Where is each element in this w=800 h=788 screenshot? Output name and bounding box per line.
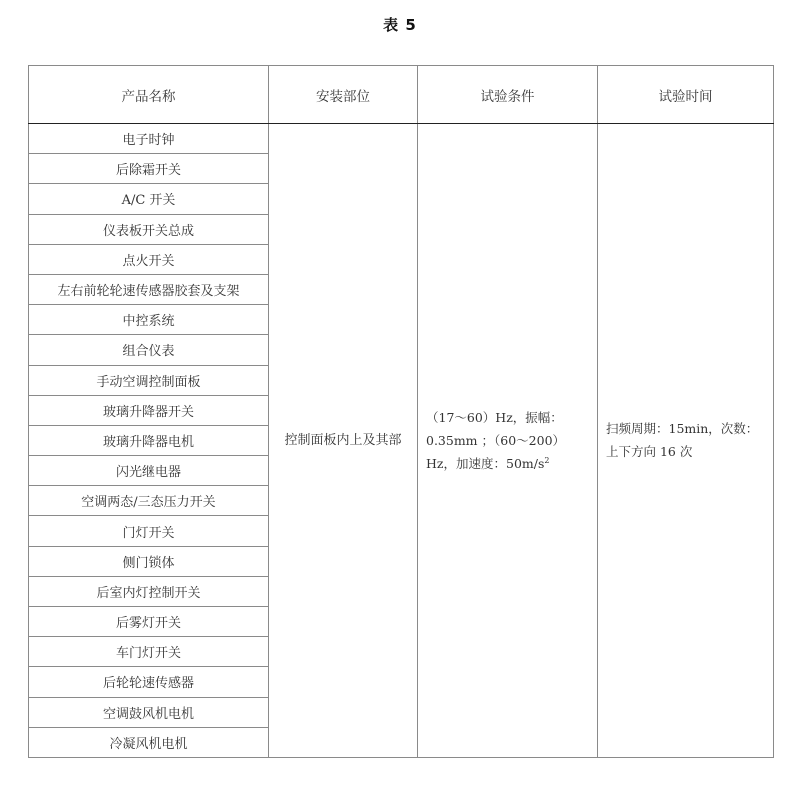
product-name-cell: 中控系统	[29, 305, 269, 335]
product-name-cell: 冷凝风机电机	[29, 727, 269, 757]
vibration-test-table	[28, 65, 774, 758]
test-conditions-line-1: （17～60）Hz，振幅：	[426, 409, 563, 425]
product-name-cell: 后雾灯开关	[29, 607, 269, 637]
header-test-duration: 试验时间	[598, 66, 774, 124]
product-name-cell: 点火开关	[29, 244, 269, 274]
test-duration-cell	[598, 124, 774, 758]
product-name-cell: 后轮轮速传感器	[29, 667, 269, 697]
table-title: 表 5	[383, 16, 417, 34]
header-product-name: 产品名称	[29, 66, 269, 124]
product-name-cell: 左右前轮轮速传感器胶套及支架	[29, 274, 269, 304]
test-conditions-line-3	[426, 452, 591, 475]
test-conditions-line-2: 0.35mm ；（60～200）	[426, 432, 566, 448]
test-conditions-line-3-text: Hz，加速度：50m/s	[426, 455, 545, 471]
product-name-cell: 后室内灯控制开关	[29, 576, 269, 606]
product-name-cell: 门灯开关	[29, 516, 269, 546]
product-name-cell: 电子时钟	[29, 124, 269, 154]
superscript-exponent: 2	[544, 455, 550, 465]
header-test-conditions: 试验条件	[418, 66, 598, 124]
header-installation-location: 安装部位	[269, 66, 418, 124]
test-conditions-cell	[418, 124, 598, 758]
product-name-cell: A/C 开关	[29, 184, 269, 214]
test-duration-line-2: 上下方向 16 次	[606, 444, 693, 460]
product-name-cell: 车门灯开关	[29, 637, 269, 667]
product-name-cell: 后除霜开关	[29, 154, 269, 184]
test-duration-line-1: 扫频周期：15min，次数：	[606, 421, 759, 437]
installation-location-cell: 控制面板内上及其部	[269, 124, 418, 758]
product-name-cell: 空调鼓风机电机	[29, 697, 269, 727]
product-name-cell: 闪光继电器	[29, 456, 269, 486]
header-row	[29, 66, 774, 124]
product-name-cell: 玻璃升降器开关	[29, 395, 269, 425]
product-name-cell: 组合仪表	[29, 335, 269, 365]
product-name-cell: 仪表板开关总成	[29, 214, 269, 244]
product-name-cell: 侧门锁体	[29, 546, 269, 576]
product-name-cell: 玻璃升降器电机	[29, 425, 269, 455]
product-name-cell: 手动空调控制面板	[29, 365, 269, 395]
product-name-cell: 空调两态/三态压力开关	[29, 486, 269, 516]
table-row	[29, 124, 774, 154]
